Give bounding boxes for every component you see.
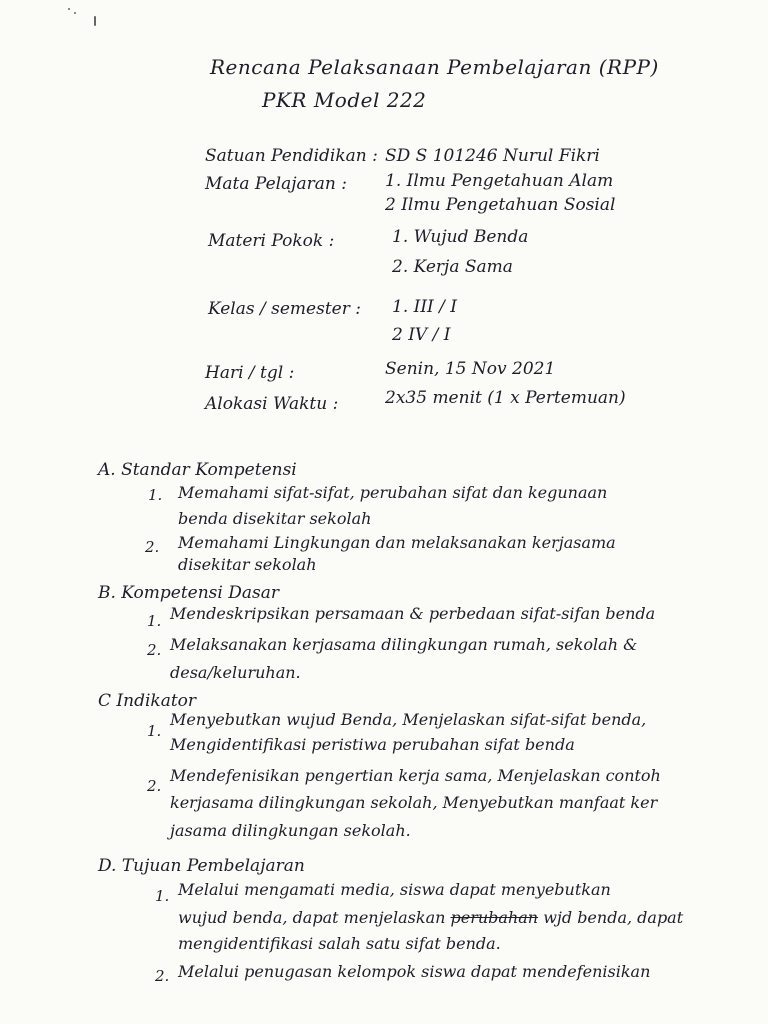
materi-label: Materi Pokok :: [208, 231, 335, 251]
section-d-item-1-line-2-text-b: wjd benda, dapat: [543, 908, 684, 927]
section-d-item-2-line-1: Melalui penugasan kelompok siswa dapat mendefenisikan: [178, 962, 651, 981]
materi-item-1: 1. Wujud Benda: [392, 227, 529, 247]
kelas-item-2: 2 IV / I: [392, 325, 451, 345]
section-b-item-2-line-2: desa/keluruhan.: [170, 663, 301, 682]
section-c-item-2-line-2: kerjasama dilingkungan sekolah, Menyebutkan manfaat ker: [170, 793, 658, 812]
mapel-label: Mata Pelajaran :: [205, 174, 347, 194]
section-a-number-2: 2.: [145, 538, 160, 556]
hari-label: Hari / tgl :: [205, 363, 295, 383]
section-d-item-1-line-1: Melalui mengamati media, siswa dapat menyebutkan: [178, 880, 611, 899]
alokasi-label: Alokasi Waktu :: [205, 394, 339, 414]
section-a-number-1: 1.: [148, 486, 163, 504]
section-d-item-1-line-2-text-a: wujud benda, dapat menjelaskan: [178, 908, 446, 927]
section-d-number-1: 1.: [155, 887, 170, 905]
hari-value: Senin, 15 Nov 2021: [385, 359, 556, 379]
section-b-number-2: 2.: [147, 641, 162, 659]
kelas-item-1: 1. III / I: [392, 297, 458, 317]
mapel-item-2: 2 Ilmu Pengetahuan Sosial: [385, 195, 616, 215]
satuan-value: SD S 101246 Nurul Fikri: [385, 146, 600, 166]
section-a-heading: A. Standar Kompetensi: [98, 460, 297, 480]
section-b-number-1: 1.: [147, 612, 162, 630]
document-subtitle: PKR Model 222: [262, 88, 427, 112]
section-a-item-1-line-2: benda disekitar sekolah: [178, 509, 372, 528]
section-b-item-2-line-1: Melaksanakan kerjasama dilingkungan rumah, sekolah &: [170, 635, 638, 654]
section-c-number-1: 1.: [147, 722, 162, 740]
paper-speck: [74, 12, 76, 14]
section-c-number-2: 2.: [147, 777, 162, 795]
section-d-item-1-line-2: [178, 910, 683, 926]
section-a-item-2-line-2: disekitar sekolah: [178, 555, 317, 574]
mapel-item-1: 1. Ilmu Pengetahuan Alam: [385, 171, 614, 191]
struck-out-word: perubahan: [450, 908, 539, 927]
section-c-item-1-line-1: Menyebutkan wujud Benda, Menjelaskan sifat-sifat benda,: [170, 710, 647, 729]
kelas-label: Kelas / semester :: [208, 299, 361, 319]
section-b-item-1-line-1: Mendeskripsikan persamaan & perbedaan sifat-sifan benda: [170, 604, 656, 623]
paper-speck: [94, 16, 96, 26]
section-a-item-1-line-1: Memahami sifat-sifat, perubahan sifat dan kegunaan: [178, 483, 608, 502]
section-c-heading: C Indikator: [98, 691, 197, 711]
section-a-item-2-line-1: Memahami Lingkungan dan melaksanakan kerjasama: [178, 533, 616, 552]
section-c-item-2-line-1: Mendefenisikan pengertian kerja sama, Menjelaskan contoh: [170, 766, 661, 785]
section-c-item-1-line-2: Mengidentifikasi peristiwa perubahan sifat benda: [170, 735, 575, 754]
section-d-item-1-line-3: mengidentifikasi salah satu sifat benda.: [178, 934, 501, 953]
section-d-number-2: 2.: [155, 967, 170, 985]
paper-speck: [68, 8, 70, 10]
section-b-heading: B. Kompetensi Dasar: [98, 583, 279, 603]
document-title: Rencana Pelaksanaan Pembelajaran (RPP): [210, 55, 659, 79]
section-c-item-2-line-3: jasama dilingkungan sekolah.: [170, 821, 411, 840]
section-d-heading: D. Tujuan Pembelajaran: [98, 856, 305, 876]
materi-item-2: 2. Kerja Sama: [392, 257, 513, 277]
alokasi-value: 2x35 menit (1 x Pertemuan): [385, 388, 626, 408]
satuan-label: Satuan Pendidikan :: [205, 146, 378, 166]
